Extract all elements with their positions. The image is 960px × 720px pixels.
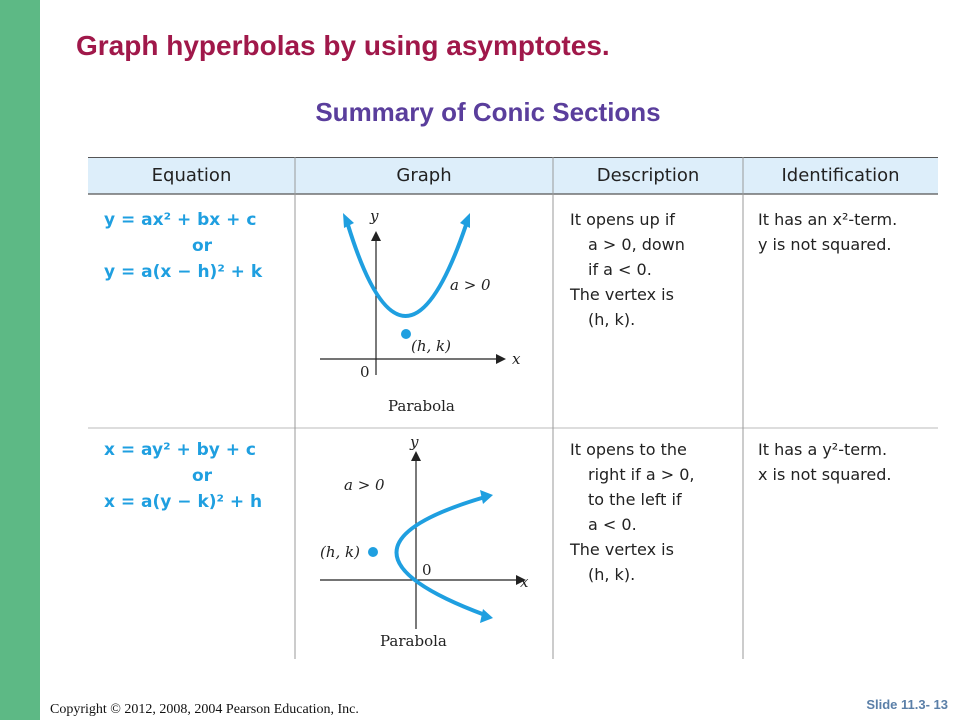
curve-arrow-bottom-icon	[480, 609, 493, 623]
header-graph: Graph	[396, 165, 452, 186]
slide-number: Slide 11.3- 13	[866, 697, 948, 712]
y-axis-arrow-icon	[371, 231, 381, 241]
curve-arrow-top-icon	[480, 490, 493, 504]
x-axis-arrow-icon	[496, 354, 506, 364]
vertex-point-2	[368, 547, 378, 557]
row1-eq-line1: y = ax² + bx + c	[104, 210, 257, 230]
row1-id-line2: y is not squared.	[758, 235, 892, 254]
row1-desc-line5: (h, k).	[588, 310, 636, 329]
row2-equation	[104, 437, 262, 515]
row2-desc-line5: The vertex is	[570, 540, 674, 559]
g2-a-label: a > 0	[344, 476, 385, 494]
subtitle-text: Summary of Conic Sections	[315, 97, 661, 127]
parabola-curve	[348, 225, 466, 316]
vertex-point	[401, 329, 411, 339]
row2-id-line1: It has a y²-term.	[758, 440, 888, 459]
copyright-notice: Copyright © 2012, 2008, 2004 Pearson Education, Inc.	[50, 702, 359, 717]
header-equation: Equation	[151, 165, 232, 186]
row2-eq-line1: x = ay² + by + c	[104, 440, 257, 460]
g2-vertex-label: (h, k)	[320, 543, 360, 561]
slide-title: Graph hyperbolas by using asymptotes.	[76, 30, 610, 61]
g2-origin-label: 0	[422, 561, 432, 579]
g1-a-label: a > 0	[450, 276, 491, 294]
g2-caption: Parabola	[380, 632, 447, 650]
curve-arrow-left-icon	[343, 213, 354, 228]
slide-subtitle	[0, 97, 960, 128]
header-identification: Identification	[781, 165, 900, 186]
g1-origin-label: 0	[360, 363, 370, 381]
g1-vertex-label: (h, k)	[411, 337, 451, 355]
row2-desc-line6: (h, k).	[588, 565, 636, 584]
row1-desc-line2: a > 0, down	[588, 235, 685, 254]
parabola-curve-2	[397, 497, 486, 615]
g1-y-label: y	[370, 207, 379, 225]
row1-desc-line3: if a < 0.	[588, 260, 652, 279]
g1-x-label: x	[512, 350, 521, 368]
row2-desc-line4: a < 0.	[588, 515, 637, 534]
row2-eq-line2: x = a(y − k)² + h	[104, 492, 263, 512]
row2-desc-line2: right if a > 0,	[588, 465, 695, 484]
row2-identification	[758, 437, 891, 487]
row1-description	[570, 207, 685, 332]
g2-y-label: y	[410, 433, 419, 451]
row2-eq-or: or	[192, 466, 213, 486]
header-description: Description	[596, 165, 700, 186]
row2-description	[570, 437, 695, 587]
row1-eq-line2: y = a(x − h)² + k	[104, 262, 263, 282]
y-axis-arrow-icon-2	[411, 451, 421, 461]
row1-eq-or: or	[192, 236, 213, 256]
row2-desc-line1: It opens to the	[570, 440, 687, 459]
g2-x-label: x	[520, 573, 529, 591]
conic-summary-table	[88, 157, 938, 659]
row2-desc-line3: to the left if	[588, 490, 682, 509]
row1-desc-line1: It opens up if	[570, 210, 675, 229]
g1-caption: Parabola	[388, 397, 455, 415]
row1-equation	[104, 207, 262, 285]
row2-id-line2: x is not squared.	[758, 465, 892, 484]
row1-identification	[758, 207, 897, 257]
row1-id-line1: It has an x²-term.	[758, 210, 898, 229]
row1-desc-line4: The vertex is	[570, 285, 674, 304]
